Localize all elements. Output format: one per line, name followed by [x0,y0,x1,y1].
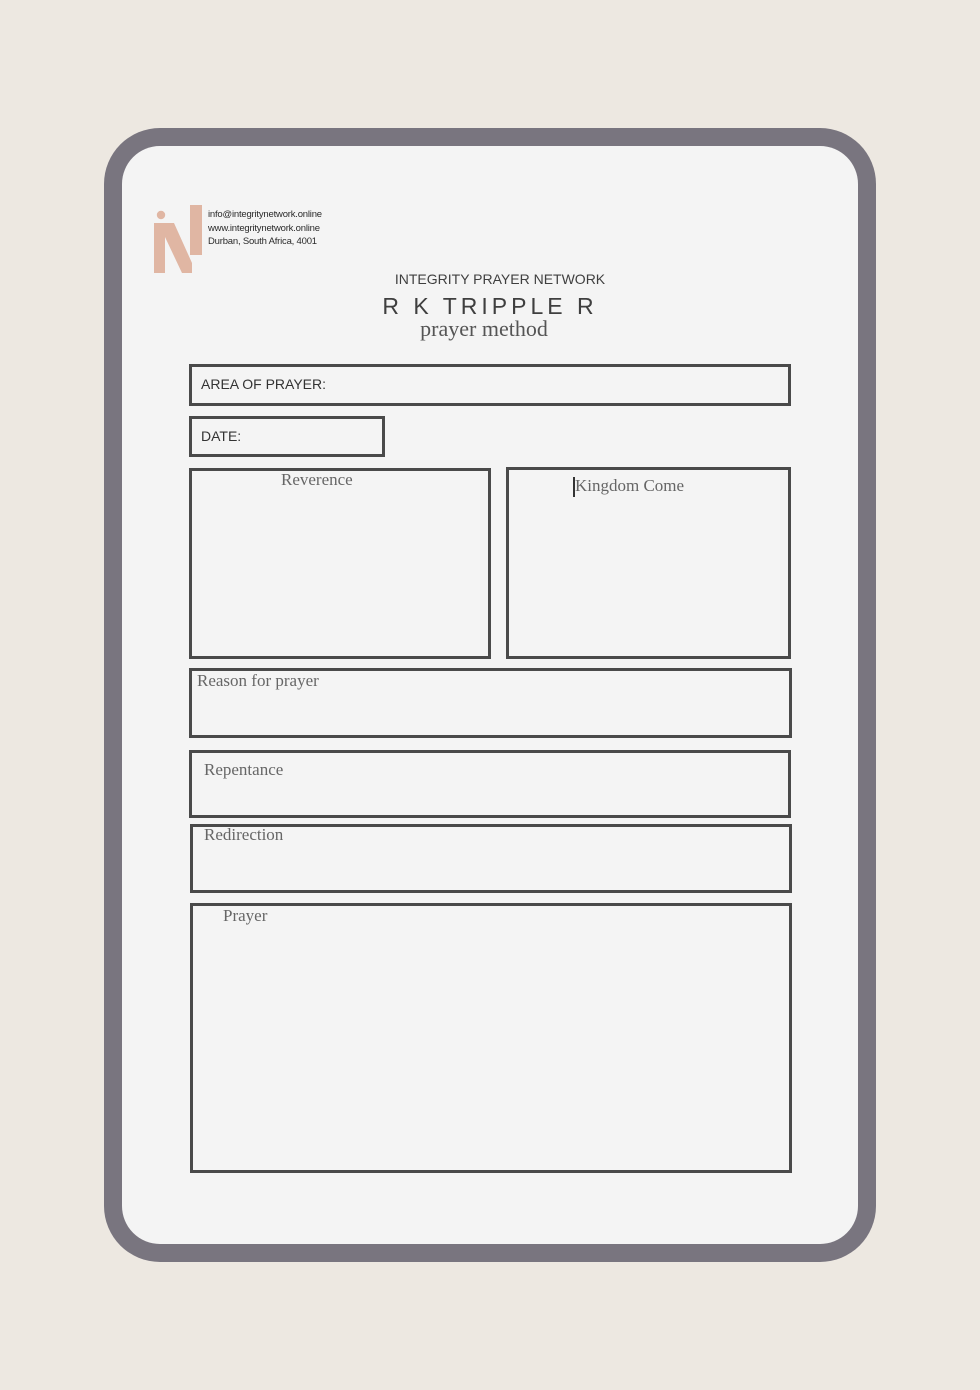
method-subtitle: prayer method [420,316,548,341]
redirection-label: Redirection [204,825,284,844]
prayer-label: Prayer [223,906,268,925]
contact-block [208,208,322,249]
contact-email: info@integritynetwork.online [208,209,322,220]
organization-name: INTEGRITY PRAYER NETWORK [394,271,606,287]
reverence-box[interactable] [189,468,491,659]
contact-address: Durban, South Africa, 4001 [208,236,317,247]
kingdom-come-label: Kingdom Come [575,476,685,495]
text-cursor [573,477,575,497]
area-of-prayer-label: AREA OF PRAYER: [201,376,326,392]
integrity-network-logo [152,203,204,275]
reverence-label: Reverence [281,470,353,489]
reason-for-prayer-label: Reason for prayer [197,671,319,690]
date-label: DATE: [201,428,242,444]
contact-website: www.integritynetwork.online [208,222,320,234]
repentance-label: Repentance [204,760,284,779]
method-title: R K TRIPPLE R [382,293,598,319]
prayer-box[interactable] [190,903,792,1173]
